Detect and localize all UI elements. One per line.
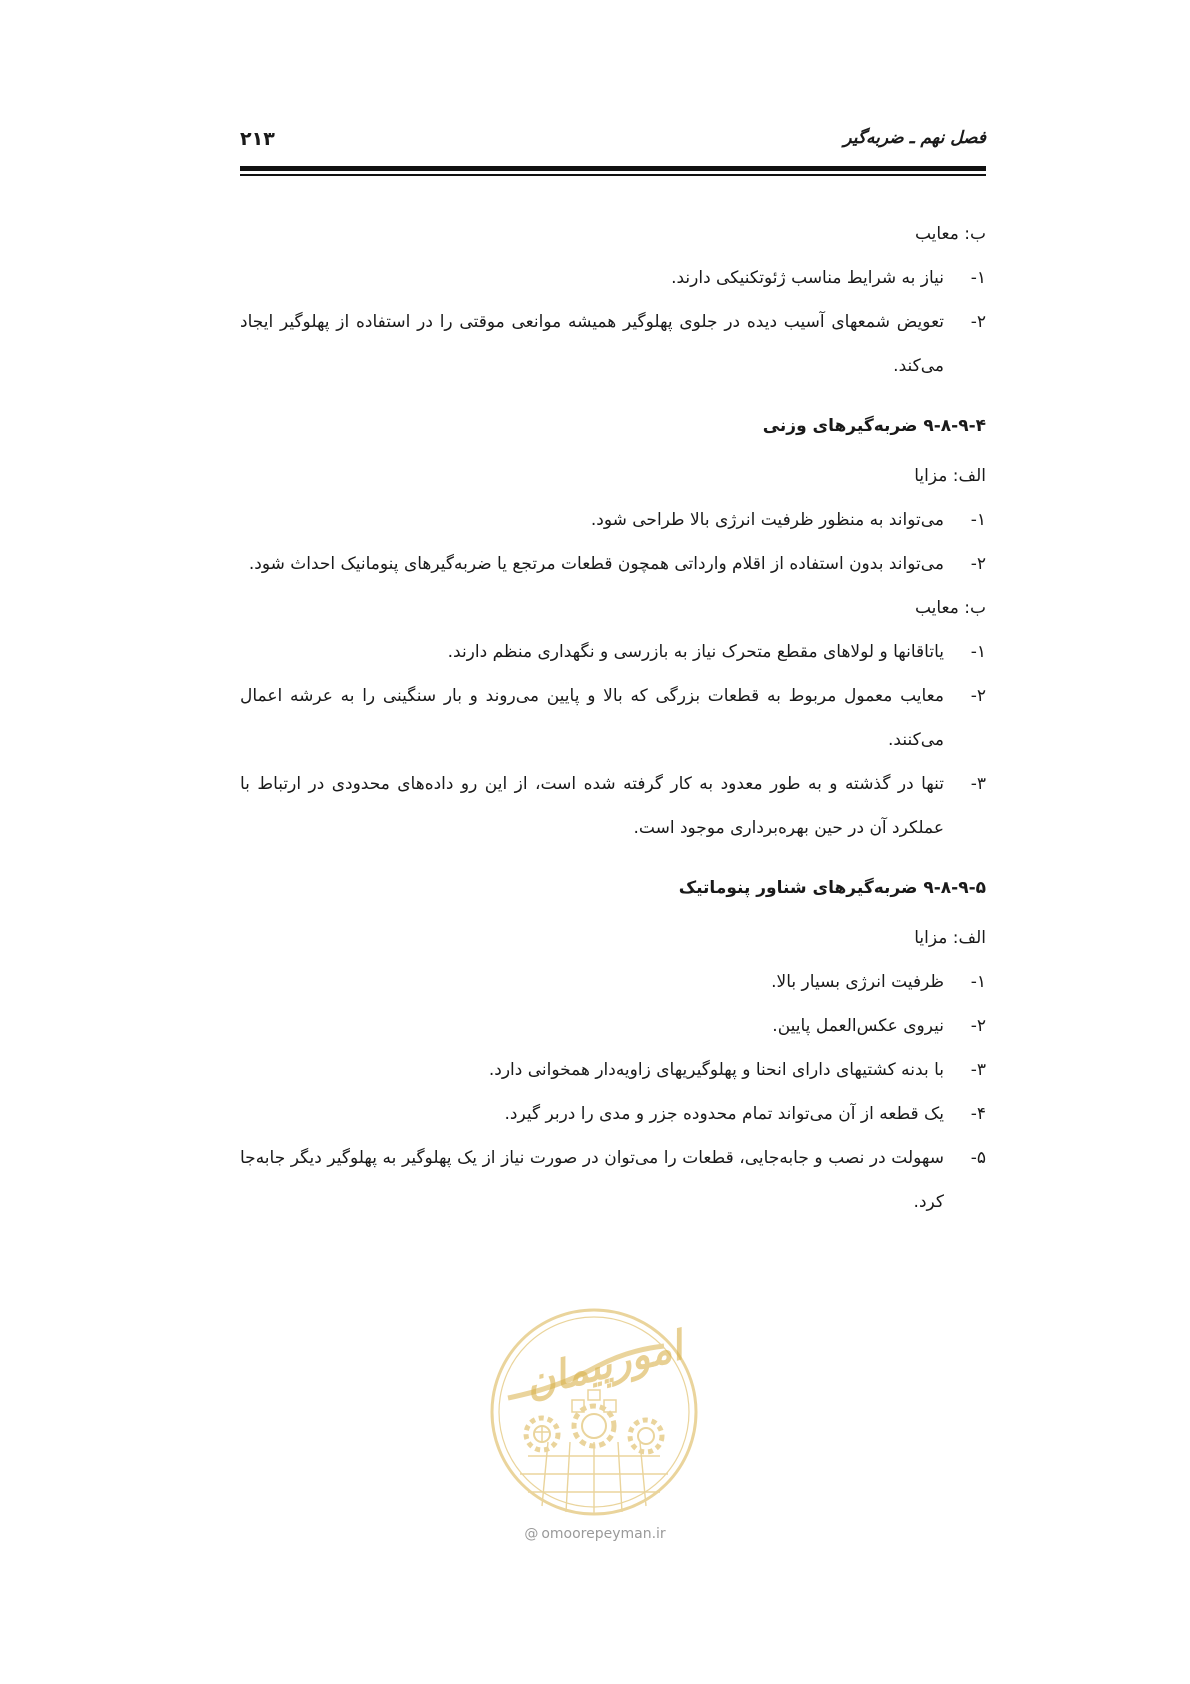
item-number: ۱- [970, 972, 986, 992]
item-number: ۱- [970, 268, 986, 288]
list-item [240, 1004, 986, 1048]
header-rule-thin [240, 174, 986, 176]
item-text: تنها در گذشته و به طور معدود به کار گرفته شده است، از این رو داده‌های محدودی در ارتباط با عملکرد آن در حین بهره‌برداری موجود است. [240, 774, 944, 838]
item-text: تعویض شمعهای آسیب دیده در جلوی پهلوگیر همیشه موانعی موقتی را در استفاده از پهلوگیر ایجاد می‌کند. [240, 312, 944, 376]
svg-text:امورپیمان: امورپیمان [520, 1322, 688, 1407]
section-heading: ۹-۸-۹-۵ ضربه‌گیرهای شناور پنوماتیک [678, 878, 986, 898]
item-text: سهولت در نصب و جابه‌جایی، قطعات را می‌توان در صورت نیاز از یک پهلوگیر به پهلوگیر دیگر جابه‌جا کرد. [240, 1148, 944, 1212]
chapter-title: فصل نهم ـ ضربه‌گیر [843, 128, 986, 148]
at-sign-icon: @ [524, 1526, 539, 1542]
item-text: یک قطعه از آن می‌تواند تمام محدوده جزر و مدی را دربر گیرد. [504, 1104, 944, 1124]
section-gravity-fenders [240, 404, 986, 850]
section-pneumatic-fenders [240, 866, 986, 1224]
header-rule-thick [240, 166, 986, 171]
list-item [240, 630, 986, 674]
item-number: ۲- [970, 686, 986, 706]
page-number: ۲۱۳ [240, 128, 275, 150]
item-number: ۱- [970, 642, 986, 662]
list-item [240, 762, 986, 850]
item-text: معایب معمول مربوط به قطعات بزرگی که بالا و پایین می‌روند و بار سنگینی را به عرشه اعمال می‌کنند. [240, 686, 944, 750]
item-text: نیروی عکس‌العمل پایین. [772, 1016, 944, 1036]
item-number: ۵- [970, 1148, 986, 1168]
group-label: الف: مزایا [914, 928, 986, 948]
page-body [240, 212, 986, 1224]
item-number: ۲- [970, 554, 986, 574]
group-label: الف: مزایا [914, 466, 986, 486]
watermark-url: omoorepeyman.ir [541, 1526, 666, 1542]
item-number: ۲- [970, 1016, 986, 1036]
item-number: ۳- [970, 1060, 986, 1080]
item-number: ۱- [970, 510, 986, 530]
item-text: ظرفیت انرژی بسیار بالا. [771, 972, 944, 992]
list-item [240, 498, 986, 542]
item-text: یاتاقانها و لولاهای مقطع متحرک نیاز به بازرسی و نگهداری منظم دارند. [447, 642, 944, 662]
list-item [240, 300, 986, 388]
item-number: ۳- [970, 774, 986, 794]
list-item [240, 542, 986, 586]
watermark-caption [460, 1526, 730, 1542]
group-label: ب: معایب [914, 598, 986, 618]
item-number: ۲- [970, 312, 986, 332]
watermark-seal-logo [488, 1306, 700, 1518]
section-heading: ۹-۸-۹-۴ ضربه‌گیرهای وزنی [762, 416, 986, 436]
list-item [240, 256, 986, 300]
item-text: می‌تواند بدون استفاده از اقلام وارداتی همچون قطعات مرتجع یا ضربه‌گیرهای پنومانیک احداث شود. [248, 554, 944, 574]
item-text: با بدنه کشتیهای دارای انحنا و پهلوگیریهای زاویه‌دار همخوانی دارد. [488, 1060, 944, 1080]
item-number: ۴- [970, 1104, 986, 1124]
disadvantages-block [240, 212, 986, 388]
group-label: ب: معایب [914, 224, 986, 244]
page-header [240, 128, 986, 156]
list-item [240, 1048, 986, 1092]
list-item [240, 1092, 986, 1136]
list-item [240, 960, 986, 1004]
item-text: می‌تواند به منظور ظرفیت انرژی بالا طراحی شود. [590, 510, 944, 530]
list-item [240, 674, 986, 762]
item-text: نیاز به شرایط مناسب ژئوتکنیکی دارند. [671, 268, 944, 288]
list-item [240, 1136, 986, 1224]
